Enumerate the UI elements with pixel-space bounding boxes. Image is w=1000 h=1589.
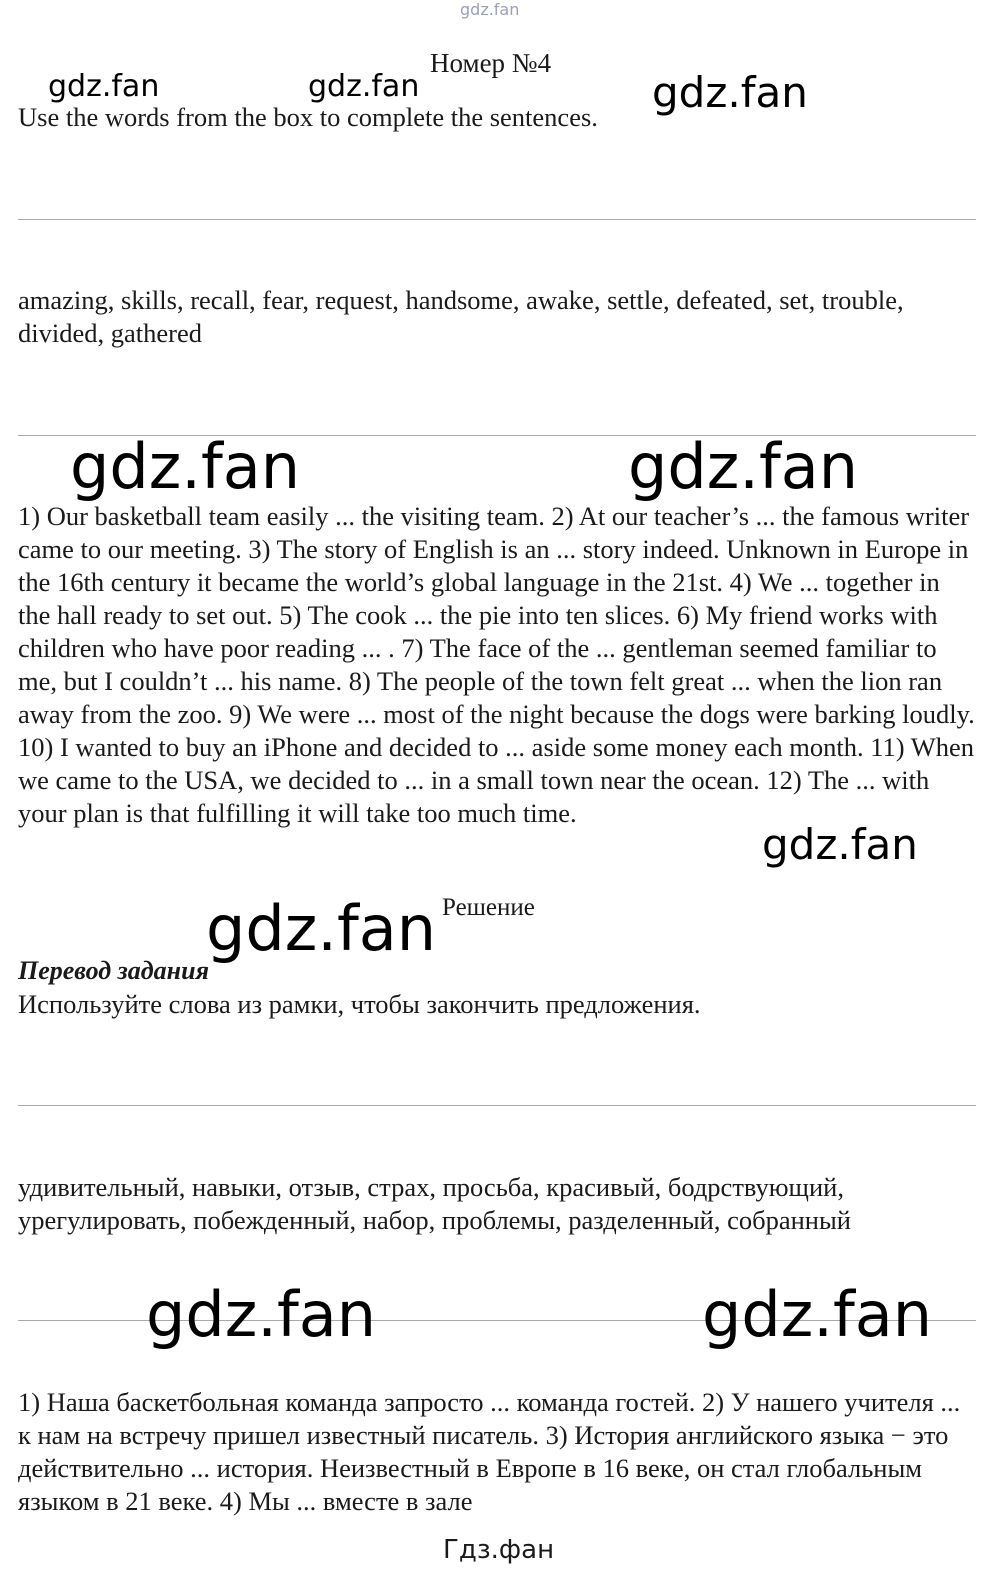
- task-title: Номер №4: [430, 48, 552, 78]
- watermark: gdz.fan: [652, 68, 808, 117]
- translation-label: Перевод задания: [18, 956, 209, 985]
- solution-heading: Решение: [442, 894, 535, 921]
- watermark: gdz.fan: [762, 820, 918, 869]
- task-sentences: 1) Our basketball team easily ... the visiting team. 2) At our teacher’s ... the famous writer came to our meeting. 3) The story of English is an ... story indeed. Unknown in Europe in the 16th century it became the world’s global language in the 21st. 4) We ... together in the hall ready to set out. 5) The cook ... the pie into ten slices. 6) My friend works with children who have poor reading ... . 7) The face of the ... gentleman seemed familiar to me, but I couldn’t ... his name. 8) The people of the town felt great ... when the lion ran away from the zoo. 9) We were ... most of the night because the dogs were barking loudly. 10) I wanted to buy an iPhone and decided to ... aside some money each month. 11) When we came to the USA, we decided to ... in a small town near the ocean. 12) The ... with your plan is that fulfilling it will take too much time.: [18, 501, 975, 828]
- watermark: gdz.fan: [308, 69, 420, 104]
- divider: [18, 219, 976, 220]
- watermark: gdz.fan: [628, 430, 859, 503]
- footer-site: Гдз.фан: [443, 1535, 555, 1565]
- watermark: gdz.fan: [48, 69, 160, 104]
- watermark-top: gdz.fan: [460, 0, 520, 19]
- translation-word-box: удивительный, навыки, отзыв, страх, просьба, красивый, бодрствующий, урегулировать, побежденный, набор, проблемы, разделенный, собранный: [18, 1172, 851, 1235]
- task-instruction: Use the words from the box to complete the sentences.: [18, 102, 598, 132]
- watermark: gdz.fan: [206, 892, 437, 965]
- word-box: amazing, skills, recall, fear, request, handsome, awake, settle, defeated, set, trouble, divided, gathered: [18, 285, 904, 348]
- divider: [18, 1105, 976, 1106]
- translation-sentences: 1) Наша баскетбольная команда запросто ... команда гостей. 2) У нашего учителя ... к нам на встречу пришел известный писатель. 3) История английского языка − это действительно ... история. Неизвестный в Европе в 16 веке, он стал глобальным языком в 21 веке. 4) Мы ... вместе в зале: [18, 1387, 961, 1516]
- watermark: gdz.fan: [702, 1278, 933, 1351]
- translation-instruction: Используйте слова из рамки, чтобы закончить предложения.: [18, 989, 701, 1019]
- watermark: gdz.fan: [70, 430, 301, 503]
- watermark: gdz.fan: [146, 1278, 377, 1351]
